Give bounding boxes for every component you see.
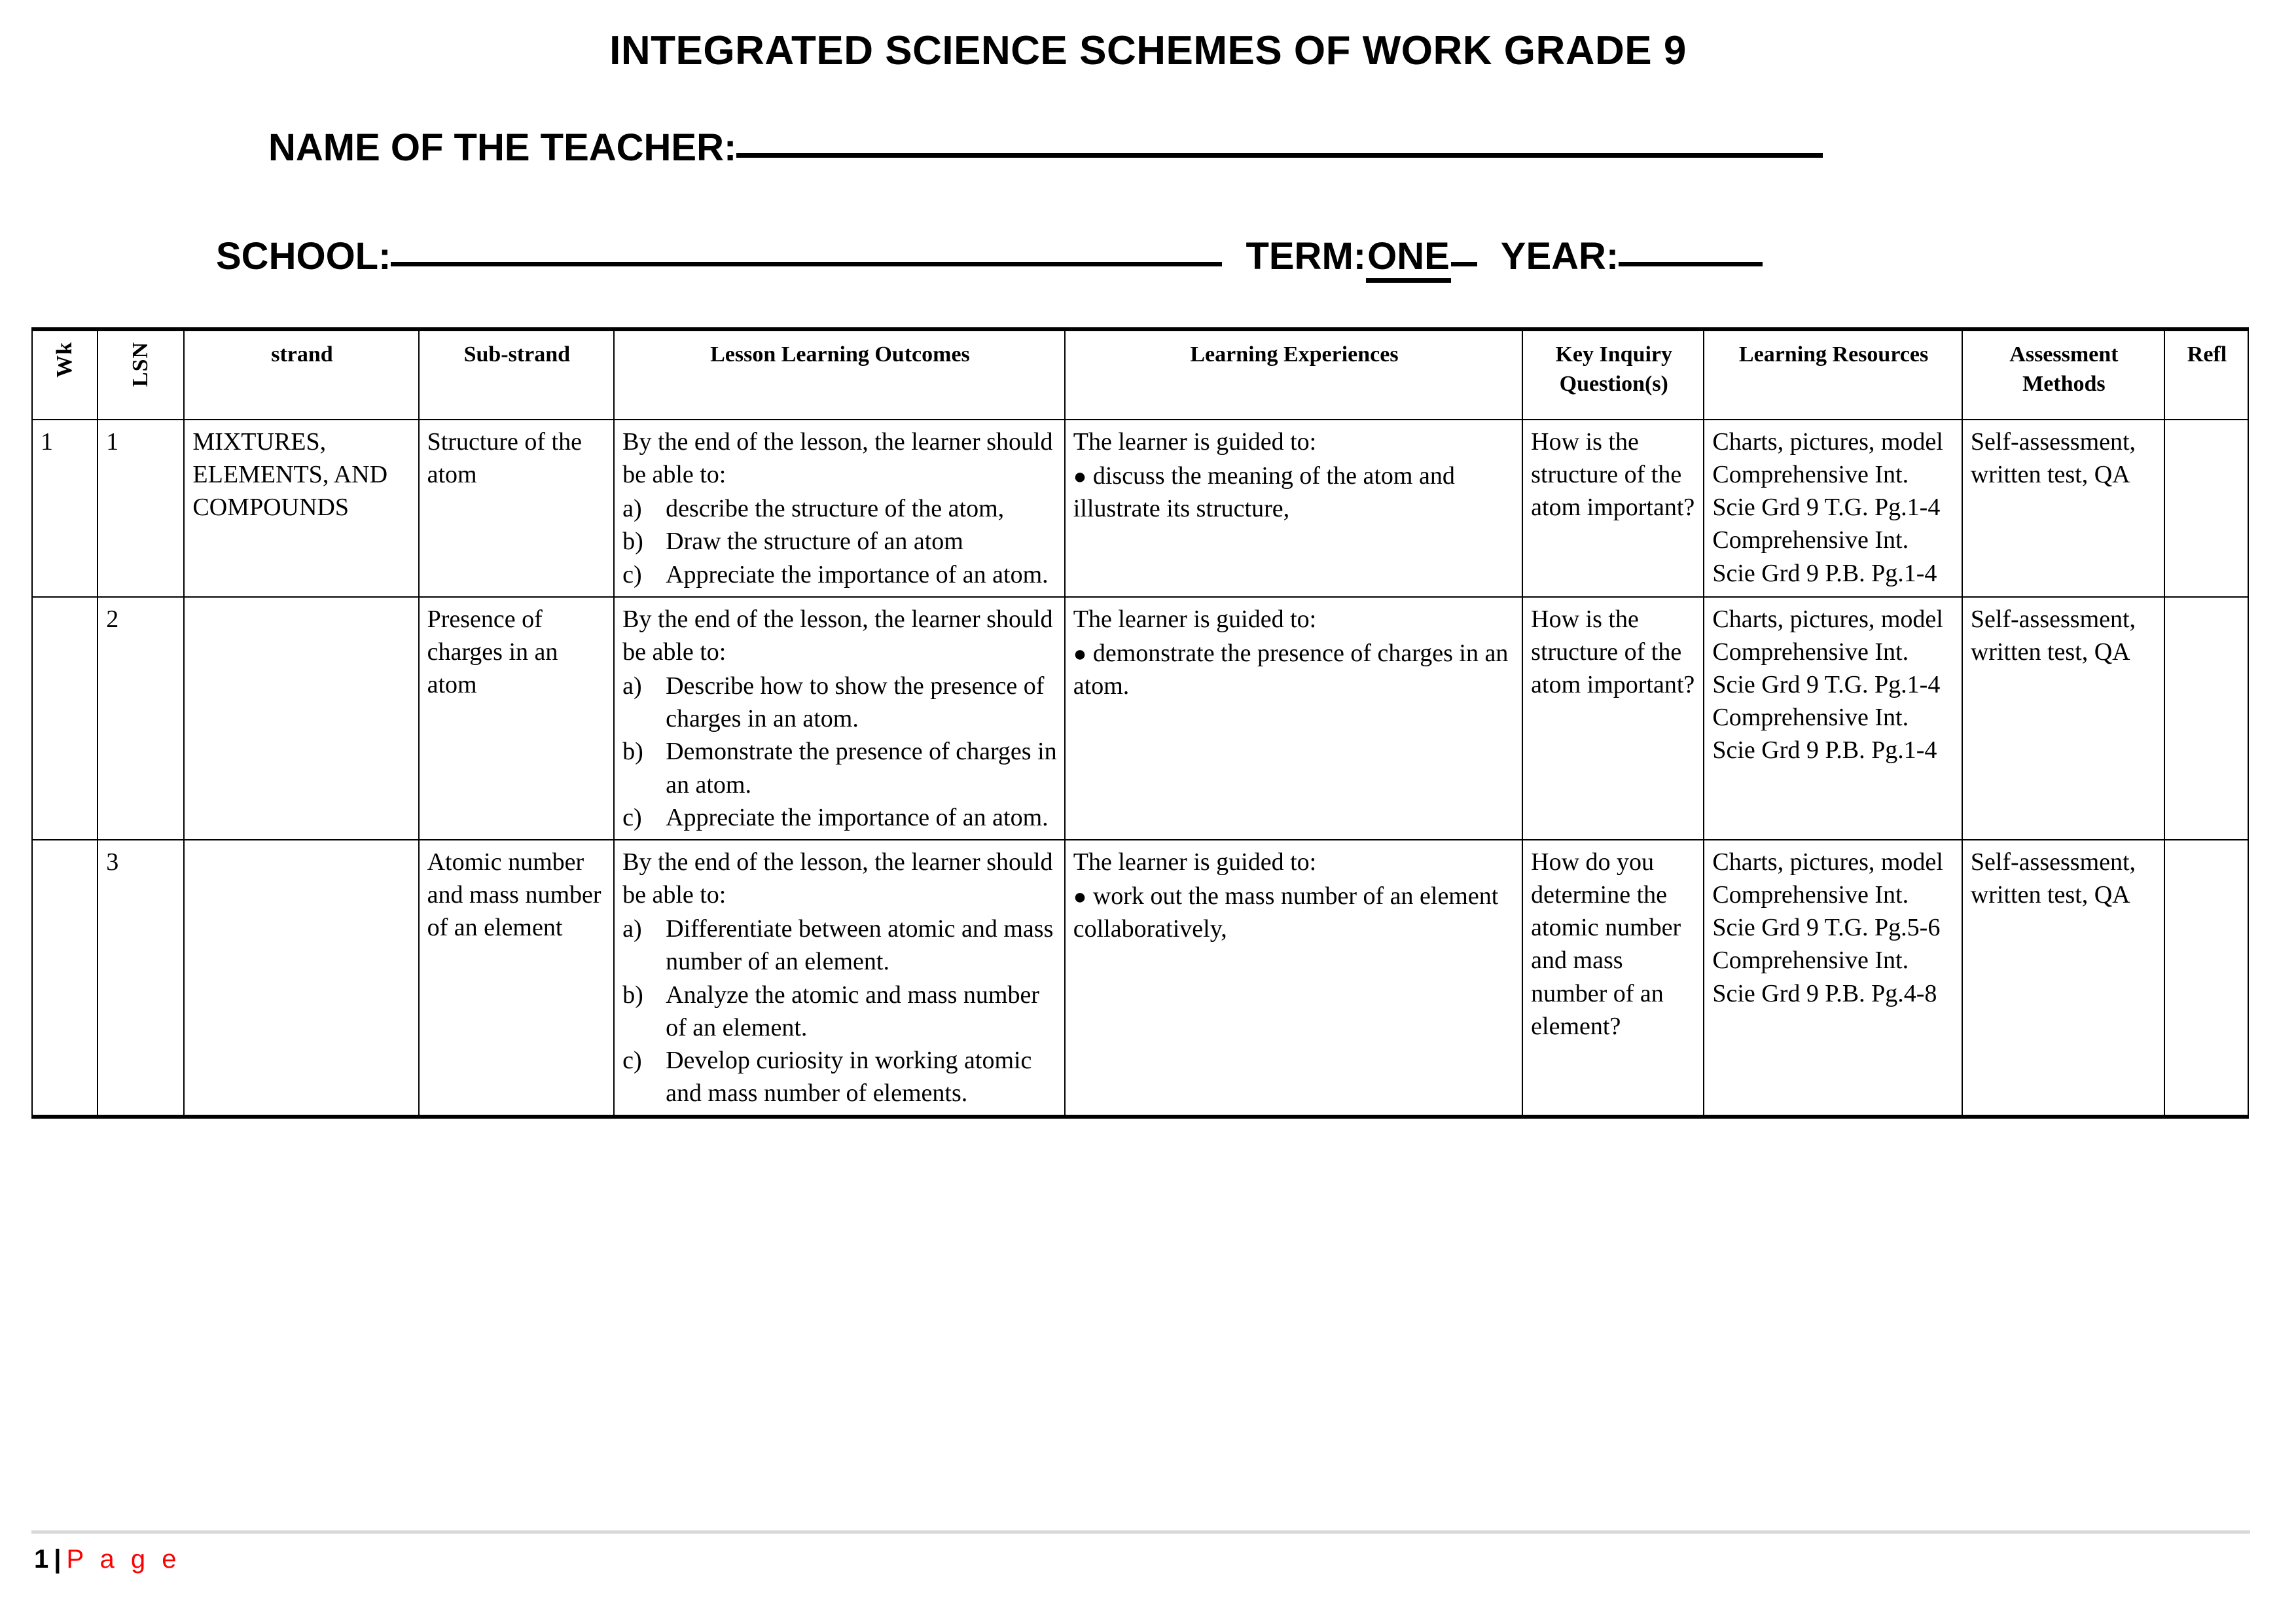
key-inquiry-line1: Key Inquiry bbox=[1555, 342, 1673, 367]
bullet-icon: ● bbox=[1073, 465, 1087, 490]
schemes-of-work-table bbox=[31, 327, 2249, 1119]
experiences-lead-in: The learner is guided to: bbox=[1073, 848, 1317, 876]
resource-line: Comprehensive Int. Scie Grd 9 P.B. Pg.1-4 bbox=[1712, 526, 1937, 587]
list-text: Draw the structure of an atom bbox=[666, 528, 963, 556]
list-marker: b) bbox=[622, 738, 643, 766]
column-header-key-inquiry-questions bbox=[1522, 329, 1704, 420]
cell-lesson: 2 bbox=[98, 597, 184, 840]
experience-bullet bbox=[1073, 460, 1515, 525]
list-item bbox=[622, 979, 1058, 1044]
cell-learning-outcomes bbox=[614, 597, 1065, 840]
teacher-name-blank[interactable] bbox=[736, 153, 1823, 158]
cell-strand bbox=[184, 840, 418, 1117]
resource-line: Charts, pictures, model bbox=[1712, 605, 1943, 633]
cell-key-inquiry: How is the structure of the atom important? bbox=[1522, 597, 1704, 840]
table-row bbox=[32, 597, 2248, 840]
term-label: TERM: bbox=[1246, 235, 1367, 278]
list-marker: b) bbox=[622, 981, 643, 1009]
list-item bbox=[622, 558, 1058, 591]
column-header-substrand: Sub-strand bbox=[419, 329, 615, 420]
column-header-learning-outcomes: Lesson Learning Outcomes bbox=[614, 329, 1065, 420]
list-item bbox=[622, 912, 1058, 978]
experience-text: demonstrate the presence of charges in an atom. bbox=[1073, 639, 1509, 700]
resource-line: Comprehensive Int. Scie Grd 9 T.G. Pg.1-4 bbox=[1712, 638, 1941, 699]
column-header-learning-resources: Learning Resources bbox=[1704, 329, 1962, 420]
cell-learning-outcomes bbox=[614, 420, 1065, 597]
list-marker: b) bbox=[622, 528, 643, 556]
outcomes-list bbox=[622, 912, 1058, 1110]
experience-text: work out the mass number of an element collaboratively, bbox=[1073, 882, 1499, 943]
table-body bbox=[32, 420, 2248, 1117]
cell-week bbox=[32, 840, 98, 1117]
footer-separator: | bbox=[54, 1545, 62, 1574]
experience-bullet bbox=[1073, 880, 1515, 945]
cell-reflection[interactable] bbox=[2164, 840, 2248, 1117]
table-header-row bbox=[32, 329, 2248, 420]
cell-assessment-methods: Self-assessment, written test, QA bbox=[1962, 597, 2164, 840]
experiences-lead-in: The learner is guided to: bbox=[1073, 428, 1317, 456]
outcomes-list bbox=[622, 670, 1058, 834]
table-row bbox=[32, 420, 2248, 597]
list-text: Appreciate the importance of an atom. bbox=[666, 803, 1049, 831]
year-blank[interactable] bbox=[1619, 262, 1763, 266]
cell-lesson: 3 bbox=[98, 840, 184, 1117]
experiences-lead-in: The learner is guided to: bbox=[1073, 605, 1317, 633]
cell-learning-experiences bbox=[1065, 420, 1522, 597]
cell-key-inquiry: How do you determine the atomic number and mass number of an element? bbox=[1522, 840, 1704, 1117]
cell-week bbox=[32, 597, 98, 840]
resource-line: Comprehensive Int. Scie Grd 9 T.G. Pg.1-4 bbox=[1712, 461, 1941, 522]
cell-strand: MIXTURES, ELEMENTS, AND COMPOUNDS bbox=[184, 420, 418, 597]
list-text: Analyze the atomic and mass number of an element. bbox=[666, 981, 1039, 1041]
list-marker: a) bbox=[622, 915, 642, 943]
cell-learning-resources bbox=[1704, 840, 1962, 1117]
teacher-name-label: NAME OF THE TEACHER: bbox=[268, 126, 737, 169]
cell-learning-resources bbox=[1704, 420, 1962, 597]
column-header-strand: strand bbox=[184, 329, 418, 420]
cell-assessment-methods: Self-assessment, written test, QA bbox=[1962, 420, 2164, 597]
bullet-icon: ● bbox=[1073, 641, 1087, 666]
cell-learning-resources bbox=[1704, 597, 1962, 840]
term-value[interactable]: ONE bbox=[1366, 234, 1451, 283]
list-text: Describe how to show the presence of charges in an atom. bbox=[666, 672, 1045, 733]
teacher-name-field-line bbox=[268, 126, 1823, 170]
assessment-line2: Methods bbox=[2022, 371, 2106, 396]
cell-lesson: 1 bbox=[98, 420, 184, 597]
list-marker: a) bbox=[622, 672, 642, 700]
year-label: YEAR: bbox=[1500, 235, 1619, 278]
cell-reflection[interactable] bbox=[2164, 597, 2248, 840]
cell-strand bbox=[184, 597, 418, 840]
column-header-week: Wk bbox=[32, 329, 98, 420]
resource-line: Comprehensive Int. Scie Grd 9 P.B. Pg.1-4 bbox=[1712, 704, 1937, 765]
list-item bbox=[622, 492, 1058, 525]
cell-substrand: Structure of the atom bbox=[419, 420, 615, 597]
list-item bbox=[622, 801, 1058, 834]
cell-key-inquiry: How is the structure of the atom important? bbox=[1522, 420, 1704, 597]
column-header-reflection: Refl bbox=[2164, 329, 2248, 420]
list-marker: c) bbox=[622, 803, 642, 831]
list-marker: c) bbox=[622, 560, 642, 588]
cell-substrand: Presence of charges in an atom bbox=[419, 597, 615, 840]
cell-learning-outcomes bbox=[614, 840, 1065, 1117]
cell-learning-experiences bbox=[1065, 840, 1522, 1117]
experience-text: discuss the meaning of the atom and illustrate its structure, bbox=[1073, 462, 1455, 523]
list-item bbox=[622, 1044, 1058, 1110]
list-text: Develop curiosity in working atomic and mass number of elements. bbox=[666, 1046, 1032, 1107]
cell-learning-experiences bbox=[1065, 597, 1522, 840]
list-marker: c) bbox=[622, 1046, 642, 1074]
resource-line: Comprehensive Int. Scie Grd 9 T.G. Pg.5-6 bbox=[1712, 881, 1941, 942]
cell-reflection[interactable] bbox=[2164, 420, 2248, 597]
resource-line: Comprehensive Int. Scie Grd 9 P.B. Pg.4-8 bbox=[1712, 947, 1937, 1007]
term-blank[interactable] bbox=[1451, 262, 1477, 266]
list-item bbox=[622, 525, 1058, 558]
column-header-learning-experiences: Learning Experiences bbox=[1065, 329, 1522, 420]
outcomes-lead-in: By the end of the lesson, the learner should be able to: bbox=[622, 428, 1053, 489]
list-text: Appreciate the importance of an atom. bbox=[666, 560, 1049, 588]
experience-bullet bbox=[1073, 637, 1515, 702]
page-footer bbox=[34, 1545, 181, 1574]
outcomes-lead-in: By the end of the lesson, the learner should be able to: bbox=[622, 848, 1053, 909]
outcomes-list bbox=[622, 492, 1058, 590]
list-text: describe the structure of the atom, bbox=[666, 495, 1005, 523]
bullet-icon: ● bbox=[1073, 885, 1087, 910]
footer-page-number: 1 bbox=[34, 1545, 49, 1574]
footer-divider bbox=[31, 1530, 2250, 1534]
cell-assessment-methods: Self-assessment, written test, QA bbox=[1962, 840, 2164, 1117]
outcomes-lead-in: By the end of the lesson, the learner should be able to: bbox=[622, 605, 1053, 666]
column-header-assessment-methods bbox=[1962, 329, 2164, 420]
cell-substrand: Atomic number and mass number of an element bbox=[419, 840, 615, 1117]
list-text: Differentiate between atomic and mass number of an element. bbox=[666, 915, 1054, 976]
resource-line: Charts, pictures, model bbox=[1712, 848, 1943, 876]
footer-page-word: P a g e bbox=[66, 1545, 181, 1574]
page-title: INTEGRATED SCIENCE SCHEMES OF WORK GRADE 9 bbox=[609, 28, 1687, 73]
list-item bbox=[622, 670, 1058, 735]
list-item bbox=[622, 735, 1058, 801]
school-label: SCHOOL: bbox=[216, 235, 391, 278]
assessment-line1: Assessment bbox=[2009, 342, 2119, 367]
list-marker: a) bbox=[622, 495, 642, 523]
table-row bbox=[32, 840, 2248, 1117]
school-term-year-field-line bbox=[216, 234, 1763, 283]
cell-week: 1 bbox=[32, 420, 98, 597]
key-inquiry-line2: Question(s) bbox=[1559, 371, 1668, 396]
list-text: Demonstrate the presence of charges in an atom. bbox=[666, 738, 1057, 799]
resource-line: Charts, pictures, model bbox=[1712, 428, 1943, 456]
column-header-lesson: LSN bbox=[98, 329, 184, 420]
school-name-blank[interactable] bbox=[391, 262, 1222, 266]
